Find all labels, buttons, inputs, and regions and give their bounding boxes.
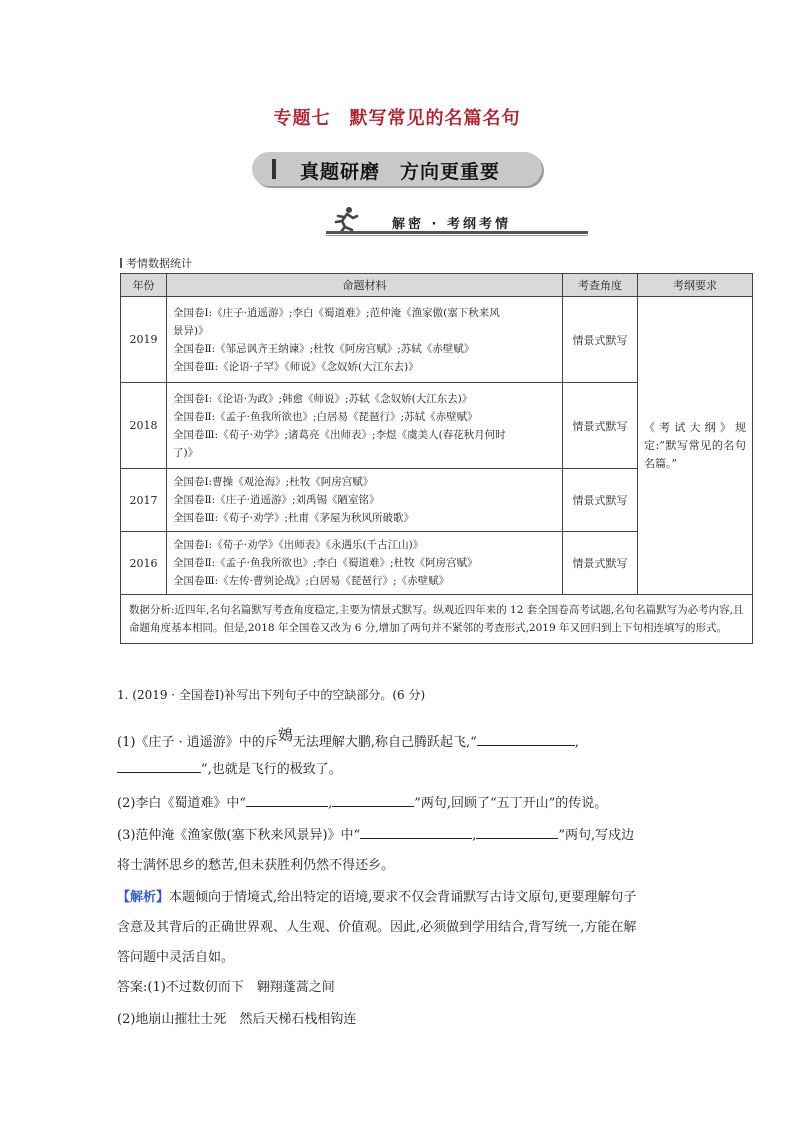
row-materials [167,532,563,595]
material-line: 全国卷Ⅰ:《荀子·劝学》《出师表》《永遇乐(千古江山)》 [173,539,424,551]
answer-blank[interactable] [360,825,472,839]
row-angle: 情景式默写 [563,383,638,469]
row-materials [167,383,563,469]
row-materials [167,297,563,383]
row-angle: 情景式默写 [563,297,638,383]
stats-table [120,273,753,644]
answer-blank[interactable] [246,793,328,807]
question-stem: 1. (2019 · 全国卷Ⅰ)补写出下列句子中的空缺部分。(6 分) [117,688,426,702]
row-angle: 情景式默写 [563,532,638,595]
subheader: 解密 · 考纲考情 [392,217,511,232]
question-line-2 [117,758,342,777]
section-label [120,255,192,271]
banner-title: 真题研磨 方向更重要 [300,161,501,183]
requirement-cell: 《考试大纲》规定:“默写常见的名句名篇。” [638,297,753,595]
material-line: 全国卷Ⅲ:《论语·子罕》《师说》《念奴娇(大江东去)》 [173,360,419,373]
material-line: 全国卷Ⅲ:《左传·曹刿论战》;白居易《琵琶行》;《赤壁赋》 [173,575,450,587]
question-line-4 [117,824,634,843]
header-requirement: 考纲要求 [638,274,753,297]
table-header-row [121,274,753,297]
section-label-text: 考情数据统计 [126,257,192,270]
analysis-text-1: 本题倾向于情境式,给出特定的语境,要求不仅会背诵默写古诗文原句,更要理解句子 [169,890,637,905]
row-year: 2018 [121,383,167,469]
analysis-tag: 【解析】 [117,890,170,905]
answer-blank[interactable] [477,732,575,746]
banner-number-bar [272,159,276,179]
header-year: 年份 [121,274,167,297]
subheader-rule-thin [326,235,588,236]
material-line: 全国卷Ⅰ:《庄子·逍遥游》;李白《蜀道难》;范仲淹《渔家傲(塞下秋来风 [173,306,500,319]
answer-blank[interactable] [332,793,414,807]
header-material: 命题材料 [167,274,563,297]
runner-icon [330,206,360,234]
header-angle: 考查角度 [563,274,638,297]
material-line: 全国卷Ⅱ:《孟子·鱼我所欲也》;白居易《琵琶行》;苏轼《赤壁赋》 [173,410,478,423]
data-analysis: 数据分析:近四年,名句名篇默写考查角度稳定,主要为情景式默写。纵观近四年来的 12 套全国卷高考试题,名句名篇默写为必考内容,且命题角度基本相同。但是,2018 年全国卷又改为 6 分,增加了两句并不紧邻的考查形式,2019 年又回归到上下句相连填写的形式。 [121,595,753,644]
row-year: 2019 [121,297,167,383]
question-line-3 [117,792,607,811]
q3-text-a: (3)范仲淹《渔家傲(塞下秋来风景异)》中“ [117,828,361,843]
q1-text-a: (1)《庄子 · 逍遥游》中的斥 [117,735,278,750]
row-year: 2017 [121,469,167,532]
q1-text-d: ”,也就是飞行的极致了。 [201,762,342,777]
row-year: 2016 [121,532,167,595]
analysis-line-3: 答问题中灵活自如。 [117,950,235,965]
q2-comma: , [328,796,333,811]
q1-text-b: 无法理解大鹏,称自己腾跃起飞,“ [292,735,477,750]
table-row [121,297,753,383]
question-line-5: 将士满怀思乡的愁苦,但未获胜利仍然不得还乡。 [117,858,395,873]
q3-comma: , [472,828,477,843]
material-line: 全国卷Ⅲ:《荀子·劝学》;诸葛亮《出师表》;李煜《虞美人(春花秋月何时 [173,428,506,441]
section-bar-icon [120,258,122,268]
material-line: 全国卷Ⅰ:《论语·为政》;韩愈《师说》;苏轼《念奴娇(大江东去)》 [173,392,473,405]
answer-blank[interactable] [476,825,558,839]
section-banner [252,152,542,186]
material-line: 全国卷Ⅰ:曹操《观沧海》;杜牧《阿房宫赋》 [173,476,374,488]
page-title: 专题七 默写常见的名篇名句 [273,108,521,129]
analysis-row [121,595,753,644]
material-line: 景异)》 [173,324,209,337]
question-line-1 [117,724,579,750]
material-line: 全国卷Ⅱ:《孟子·鱼我所欲也》;李白《蜀道难》;杜牧《阿房宫赋》 [173,557,478,569]
q1-rare-char: 鴳 [277,726,293,744]
analysis-line-1 [117,886,636,905]
material-line: 了)》 [173,446,199,459]
answer-line-1: 答案:(1)不过数仞而下 翱翔蓬蒿之间 [117,980,335,995]
answer-blank[interactable] [117,759,201,773]
material-line: 全国卷Ⅱ:《庄子·逍遥游》;刘禹锡《陋室铭》 [173,494,380,506]
q2-text-a: (2)李白《蜀道难》中“ [117,796,247,811]
q2-text-c: ”两句,回顾了“五丁开山”的传说。 [414,796,608,811]
answer-line-2: (2)地崩山摧壮士死 然后天梯石栈相钩连 [117,1012,357,1027]
q1-comma: , [574,735,579,750]
row-materials [167,469,563,532]
row-angle: 情景式默写 [563,469,638,532]
q3-text-c: ”两句,写戍边 [558,828,635,843]
material-line: 全国卷Ⅲ:《荀子·劝学》;杜甫《茅屋为秋风所破歌》 [173,512,415,524]
material-line: 全国卷Ⅱ:《邹忌讽齐王纳谏》;杜牧《阿房宫赋》;苏轼《赤壁赋》 [173,342,475,355]
analysis-line-2: 含意及其背后的正确世界观、人生观、价值观。因此,必须做到学用结合,背写统一,方能在解 [117,920,637,935]
